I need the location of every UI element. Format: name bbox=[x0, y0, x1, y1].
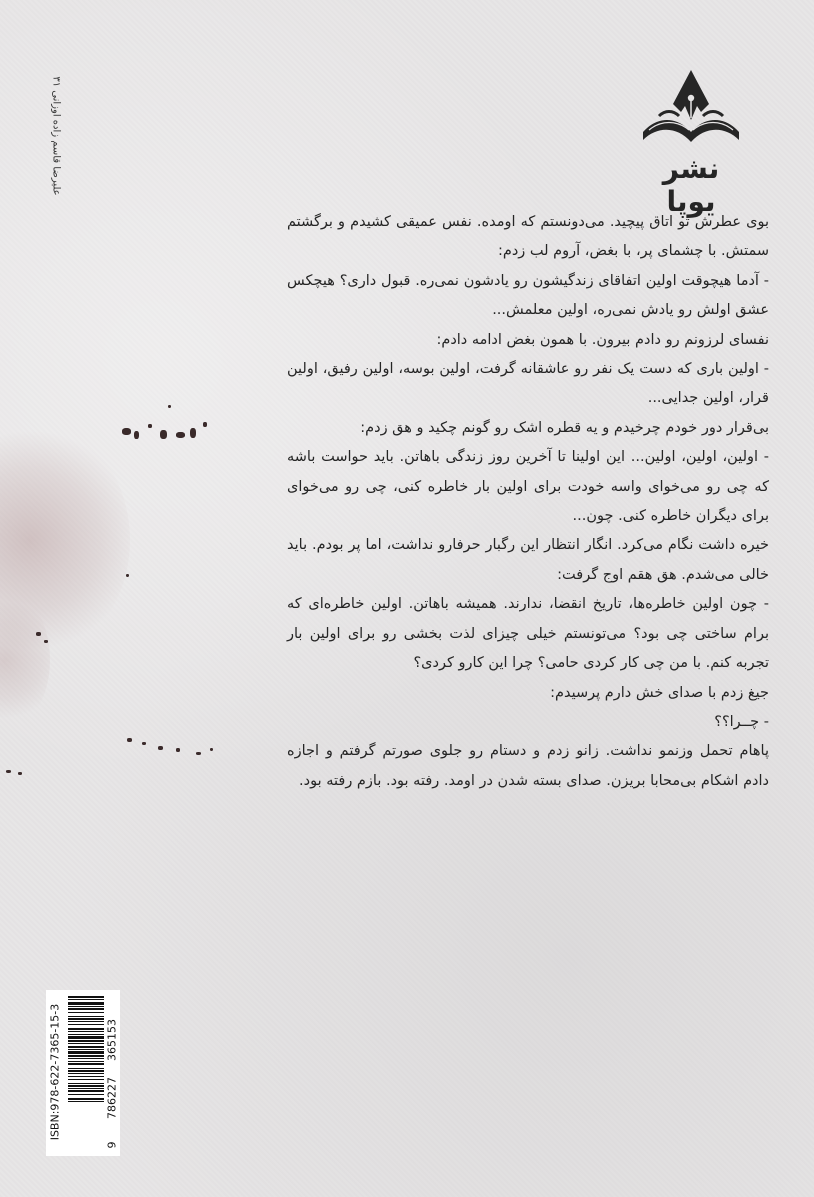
barcode-bar bbox=[68, 1076, 104, 1077]
excerpt-paragraph: - اولین باری که دست یک نفر رو عاشقانه گرفت، اولین بوسه، اولین رفیق، اولین قرار، اولین جدایی... bbox=[287, 361, 769, 407]
barcode-bar bbox=[68, 1063, 104, 1065]
barcode-bar bbox=[68, 1021, 104, 1022]
publisher-logo bbox=[635, 68, 747, 218]
barcode-bar bbox=[68, 1031, 104, 1032]
barcode-bar bbox=[68, 1055, 104, 1057]
barcode-bar bbox=[68, 1101, 104, 1102]
ink-speck bbox=[210, 748, 213, 751]
publisher-name: نشر یوپا bbox=[662, 152, 720, 218]
barcode-bar bbox=[68, 1034, 104, 1035]
barcode-bar bbox=[68, 1040, 104, 1042]
barcode-bar bbox=[68, 1070, 104, 1072]
barcode-bar bbox=[68, 1043, 104, 1044]
barcode-digit-first: 9 bbox=[105, 1141, 119, 1149]
barcode-bar bbox=[68, 1002, 104, 1005]
spine-credit-text: علیرضا قاسم زاده اوزانی ۳۱ bbox=[50, 76, 62, 196]
ink-speck bbox=[134, 431, 139, 439]
excerpt-paragraph: - اولین، اولین، اولین... این اولینا تا آخرین روز زندگی باهاتن. باید حواست باشه که چی رو می‌خوای واسه خودت برای اولین بار خاطره کنی، چی رو می‌خوای برای دیگران خاطره کنی. چون... bbox=[287, 449, 769, 525]
ink-speck bbox=[18, 772, 22, 775]
ink-speck bbox=[142, 742, 146, 745]
ink-speck bbox=[190, 428, 196, 438]
barcode-bar bbox=[68, 1088, 104, 1089]
barcode-digits-group2: 365153 bbox=[105, 1019, 119, 1061]
barcode-bar bbox=[68, 1090, 104, 1092]
barcode-digits-group1: 786227 bbox=[105, 1077, 119, 1119]
barcode-bar bbox=[68, 1049, 104, 1050]
excerpt-paragraph: نفسای لرزونم رو دادم بیرون. با همون بغض ادامه دادم: bbox=[436, 331, 769, 348]
ink-speck bbox=[6, 770, 11, 773]
ink-speck bbox=[160, 430, 167, 439]
ink-speck bbox=[127, 738, 132, 742]
barcode-bar bbox=[68, 1046, 104, 1048]
excerpt-paragraph: - چون اولین خاطره‌ها، تاریخ انقضا، ندارند. همیشه باهاتن. اولین خاطره‌ای که برام ساختی چی بود؟ می‌تونستم خیلی چیزای لذت بخشی رو برای اولین بار تجربه کنم. با من چی کار کردی حامی؟ چرا این کارو کردی؟ bbox=[287, 596, 769, 672]
barcode-bar bbox=[68, 1018, 104, 1020]
barcode-bar bbox=[68, 1036, 104, 1039]
ink-speck bbox=[122, 428, 131, 435]
ink-speck bbox=[203, 422, 207, 427]
ink-speck bbox=[176, 748, 180, 752]
excerpt-paragraph: جیغ زدم با صدای خش دارم پرسیدم: bbox=[550, 684, 769, 701]
barcode-bar bbox=[68, 1094, 104, 1095]
barcode-bar bbox=[68, 1028, 104, 1030]
ink-speck bbox=[196, 752, 201, 755]
ink-speck bbox=[168, 405, 171, 408]
pen-nib-book-icon bbox=[635, 68, 747, 158]
barcode-bar bbox=[68, 996, 104, 998]
excerpt-paragraph: خیره داشت نگام می‌کرد. انگار انتظار این رگبار حرفارو نداشت، اما پر بودم. باید خالی می‌شدم. هق هقم اوج گرفت: bbox=[287, 537, 769, 583]
ink-speck bbox=[44, 640, 48, 643]
barcode-bar bbox=[68, 1006, 104, 1007]
ink-speck bbox=[176, 432, 185, 438]
barcode-bar bbox=[68, 1058, 104, 1059]
barcode-bar bbox=[68, 1016, 104, 1017]
barcode-bar bbox=[68, 1008, 104, 1010]
isbn-barcode bbox=[46, 990, 120, 1156]
back-cover-excerpt bbox=[287, 208, 769, 796]
barcode-bar bbox=[68, 1098, 104, 1100]
barcode-bar bbox=[68, 1012, 104, 1013]
spine-credit bbox=[48, 76, 64, 196]
ink-speck bbox=[148, 424, 152, 428]
barcode-bar bbox=[68, 999, 104, 1000]
isbn-label: ISBN:978-622-7365-15-3 bbox=[48, 1003, 62, 1141]
ink-speck bbox=[126, 574, 129, 577]
excerpt-paragraph: بی‌قرار دور خودم چرخیدم و یه قطره اشک رو گونم چکید و هق زدم: bbox=[360, 419, 769, 436]
barcode-bar bbox=[68, 1083, 104, 1084]
barcode-bar bbox=[68, 1051, 104, 1054]
excerpt-paragraph: - چــرا؟؟ bbox=[714, 713, 769, 730]
excerpt-paragraph: بوی عطرش تو اتاق پیچید. می‌دونستم که اومده. نفس عمیقی کشیدم و برگشتم سمتش. با چشمای پر، با بغض، آروم لب زدم: bbox=[287, 214, 769, 260]
barcode-bar bbox=[68, 1085, 104, 1087]
barcode-bar bbox=[68, 1061, 104, 1062]
ink-speck bbox=[36, 632, 41, 636]
barcode-bar bbox=[68, 1079, 104, 1080]
barcode-bar bbox=[68, 1024, 104, 1025]
excerpt-paragraph: پاهام تحمل وزنمو نداشت. زانو زدم و دستام رو جلوی صورتم گرفتم و اجازه دادم اشکام بی‌محابا بریزن. صدای بسته شدن در اومد. رفته بود. بازم رفته بود. bbox=[287, 743, 769, 789]
ink-speck bbox=[158, 746, 163, 750]
barcode-bar bbox=[68, 1068, 104, 1069]
barcode-bar bbox=[68, 1073, 104, 1074]
excerpt-paragraph: - آدما هیچوقت اولین اتفاقای زندگیشون رو یادشون نمی‌ره. قبول داری؟ هیچکس عشق اولش رو یادش نمی‌ره، اولین معلمش... bbox=[287, 272, 769, 319]
